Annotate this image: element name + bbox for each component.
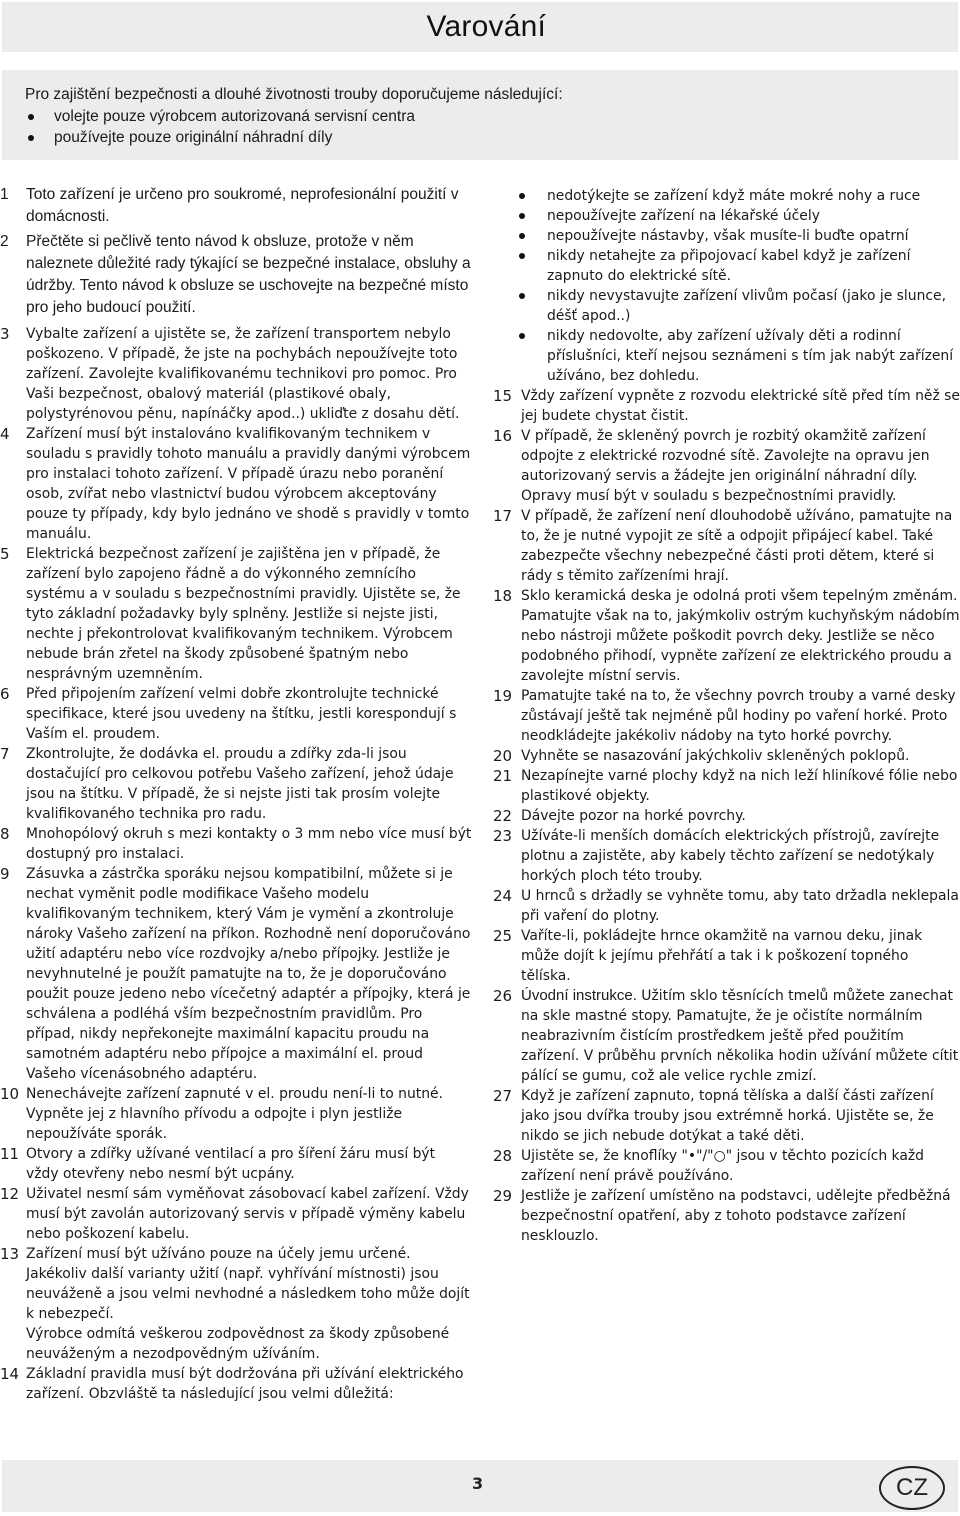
list-item: nepoužívejte nástavby, však musíte-li buďte opatrní bbox=[486, 226, 960, 246]
language-badge: CZ bbox=[879, 1466, 945, 1510]
left-column bbox=[0, 184, 472, 1404]
list-item: 17 V případě, že zařízení není dlouhodobě užíváno, pamatujte na to, že je nutné vypojit ze sítě a odpojit připájecí kabel. Také zabezpečte všechny nebezpečné části proti dětem, které si rády s těmito zařízeními hrají. bbox=[493, 507, 953, 584]
warning-bullet-list bbox=[28, 106, 415, 148]
warning-bullet: používejte pouze originální náhradní díly bbox=[28, 127, 415, 148]
list-item: 3 Vybalte zařízení a ujistěte se, že zařízení transportem nebylo poškozeno. V případě, že jste na pochybách nepoužívejte toto zařízení. Zavolejte kvalifikovanému technikovi pro pomoc. Pro Vaši bezpečnost, obalový materiál (plastikové obaly, polystyrénovou pěnu, napínáčky apod..) ukliďte z dosahu dětí. bbox=[0, 325, 460, 422]
list-item: 10 Nenechávejte zařízení zapnuté v el. proudu není-li to nutné. Vypněte jej z hlavního přívodu a odpojte i plyn jestliže nepoužíváte sporák. bbox=[0, 1085, 443, 1142]
safety-bullet-list bbox=[486, 186, 960, 386]
list-item: nikdy netahejte za připojovací kabel když je zařízení zapnuto do elektrické sítě. bbox=[486, 246, 960, 286]
list-item: 8 Mnohopólový okruh s mezi kontakty o 3 mm nebo více musí být dostupný pro instalaci. bbox=[0, 825, 472, 862]
list-item: 12 Uživatel nesmí sám vyměňovat zásobovací kabel zařízení. Vždy musí být zavolán autorizovaný servis v případě výměny kabelu nebo poškození kabelu. bbox=[0, 1185, 469, 1242]
list-item: 11 Otvory a zdířky užívané ventilací a pro šíření žáru musí být vždy otevřeny nebo nesmí být ucpány. bbox=[0, 1145, 436, 1182]
warning-bullet: volejte pouze výrobcem autorizovaná servisní centra bbox=[28, 106, 415, 127]
list-item: 18 Sklo keramická deska je odolná proti všem tepelným změnám. Pamatujte však na to, jakýmkoliv ostrým kuchyňským nádobím nebo nástroji můžete poškodit povrch deky. Jestliže se něco podobného přihodí, vypněte zařízení ze elektrického proudu a zavolejte místní servis. bbox=[493, 587, 960, 684]
page-title: Varování bbox=[426, 10, 546, 43]
list-item: 21 Nezapínejte varné plochy když na nich leží hliníkové fólie nebo plastikové objekty. bbox=[493, 767, 958, 804]
list-item: nepoužívejte zařízení na lékařské účely bbox=[486, 206, 960, 226]
list-item: 28 Ujistěte se, že knoflíky "•"/"○" jsou v těchto pozicích každ zařízení není právě používáno. bbox=[493, 1147, 924, 1184]
list-item: nikdy nedovolte, aby zařízení užívaly děti a rodinní příslušníci, kteří nejsou seznámeni s tím jak nabýt zařízení užíváno, bez dohledu. bbox=[486, 326, 960, 386]
right-column bbox=[486, 186, 960, 1246]
list-item: 25 Vaříte-li, pokládejte hrnce okamžitě na varnou deku, jinak může dojít k jejímu přehřátí a tak i k poškození topného tělíska. bbox=[493, 927, 923, 984]
list-item: 19 Pamatujte také na to, že všechny povrch trouby a varné desky zůstávají ještě tak nejméně půl hodiny po vaření horké. Proto neodkládejte jakékoliv nádoby na tyto horké povrchy. bbox=[493, 687, 956, 744]
list-item: 23 Užíváte-li menších domácích elektrických přístrojů, zavírejte plotnu a zajistěte, aby kabely těchto zařízení se nedotýkaly horkých ploch této trouby. bbox=[493, 827, 940, 884]
list-item: 14 Základní pravidla musí být dodržována při užívání elektrického zařízení. Obzvláště ta následující jsou velmi důležitá: bbox=[0, 1365, 464, 1402]
bullet-icon bbox=[519, 193, 525, 199]
bullet-icon bbox=[519, 213, 525, 219]
list-item: 27 Když je zařízení zapnuto, topná tělíska a další části zařízení jako jsou dvířka trouby jsou extrémně horká. Ujistěte se, že nikdo se jich nebude dotýkat a také děti. bbox=[493, 1087, 934, 1144]
list-item: 5 Elektrická bezpečnost zařízení je zajištěna jen v případě, že zařízení bylo zapojeno řádně a do výkonného zemnícího systému a v souladu s bezpečnostními pravidly. Ujistěte se, že tyto základní požadavky byly splněny. Jestliže si nejste jisti, nechte j překontrolovat kvalifikovaným technikem. Výrobcem nebude brán zřetel na škody způsobené špatným nebo nesprávným uzemněním. bbox=[0, 545, 461, 682]
bullet-icon bbox=[28, 135, 34, 141]
bullet-icon bbox=[28, 114, 34, 120]
list-item: 7 Zkontrolujte, že dodávka el. proudu a zdířky zda-li jsou dostačující pro celkovou potřebu Vašeho zařízení, jehož údaje jsou na štítku. V případě, že si nejste jisti tak prosím volejte kvalifikovaného technika pro radu. bbox=[0, 745, 454, 822]
list-item: 15 Vždy zařízení vypněte z rozvodu elektrické sítě před tím něž se jej budete chystat čistit. bbox=[493, 387, 960, 424]
list-item: nedotýkejte se zařízení když máte mokré nohy a ruce bbox=[486, 186, 960, 206]
bullet-icon bbox=[519, 253, 525, 259]
list-item: 22 Dávejte pozor na horké povrchy. bbox=[493, 807, 746, 825]
list-item: 29 Jestliže je zařízení umístěno na podstavci, udělejte předběžná bezpečnostní opatření, aby z tohoto podstavce zařízení nesklouzlo. bbox=[493, 1187, 951, 1244]
list-item: 26 Úvodní instrukce. Užitím sklo těsnících tmelů můžete zanechat na skle mastné stopy. Pamatujte, že je očistíte normálním neabrazivním čistícím prostředkem ještě před použitím zařízení. V průběhu prvních několika hodin užívání můžete cítit pálící se gumu, což ale velice rychle zmizí. bbox=[493, 987, 959, 1084]
list-item: 1 Toto zařízení je určeno pro soukromé, neprofesionální použití v domácnosti. bbox=[0, 186, 459, 225]
bullet-icon bbox=[519, 293, 525, 299]
list-item: nikdy nevystavujte zařízení vlivům počasí (jako je slunce, déšť apod..) bbox=[486, 286, 960, 326]
list-item: 20 Vyhněte se nasazování jakýchkoliv skleněných poklopů. bbox=[493, 747, 910, 765]
list-item: 16 V případě, že skleněný povrch je rozbitý okamžitě zařízení odpojte z elektrické rozvodné sítě. Zavolejte na opravu jen autorizovaný servis a žádejte jen originální náhradní díly. Opravy musí být v souladu s bezpečnostními pravidly. bbox=[493, 427, 930, 504]
bullet-icon bbox=[519, 233, 525, 239]
list-item: 24 U hrnců s držadly se vyhněte tomu, aby tato držadla neklepala při vaření do plotny. bbox=[493, 887, 959, 924]
list-item: 6 Před připojením zařízení velmi dobře zkontrolujte technické specifikace, které jsou uvedeny na štítku, jestli korespondují s Vaším el. proudem. bbox=[0, 685, 457, 742]
list-item: 4 Zařízení musí být instalováno kvalifikovaným technikem v souladu s pravidly tohoto manuálu a pravidly danými výrobcem pro instalaci tohoto zařízení. V případě úrazu nebo poranění osob, zvířat nebo vlastnictví budou výrobcem akceptovány pouze ty případy, kdy bylo jednáno ve shodě s pravidly v tomto manuálu. bbox=[0, 425, 471, 542]
list-item: 13 Zařízení musí být užíváno pouze na účely jemu určené. Jakékoliv další varianty užití (např. vyhřívání místnosti) jsou neuváženě a jsou velmi nevhodné a následkem toho může dojít k nebezpečí. Výrobce odmítá veškerou zodpovědnost za škody způsobené neuváženým a nezodpovědným užíváním. bbox=[0, 1245, 470, 1362]
page-number: 3 bbox=[472, 1474, 484, 1493]
list-item: 2 Přečtěte si pečlivě tento návod k obsluze, protože v něm naleznete důležité rady týkající se bezpečné instalace, obsluhy a údržby. Tento návod k obsluze se uschovejte na bezpečné místo pro jeho budoucí použití. bbox=[0, 233, 471, 316]
warning-intro: Pro zajištění bezpečnosti a dlouhé životnosti trouby doporučujeme následující: bbox=[25, 86, 563, 103]
bullet-icon bbox=[519, 333, 525, 339]
list-item: 9 Zásuvka a zástrčka sporáku nejsou kompatibilní, můžete si je nechat vyměnit podle modifikace Vašeho modelu kvalifikovaným technikem, který Vám je vymění a zkontroluje nároky Vašeho zařízení na příkon. Rozhodně není doporučováno užití adaptéru nebo více rozdvojky a/nebo přípojky. Jestliže je nevyhnutelné je použít pamatujte na to, že je doporučováno použit pouze jedeno nebo vícečetný adaptér a přípojky, která je schválena a podléhá vším bezpečnostním pravidlům. Pro případ, nikdy nepřekonejte maximální kapacitu proudu na samotném adaptéru nebo přípojce a maximální el. proud Vašeho vícenásobného adaptéru. bbox=[0, 865, 471, 1082]
